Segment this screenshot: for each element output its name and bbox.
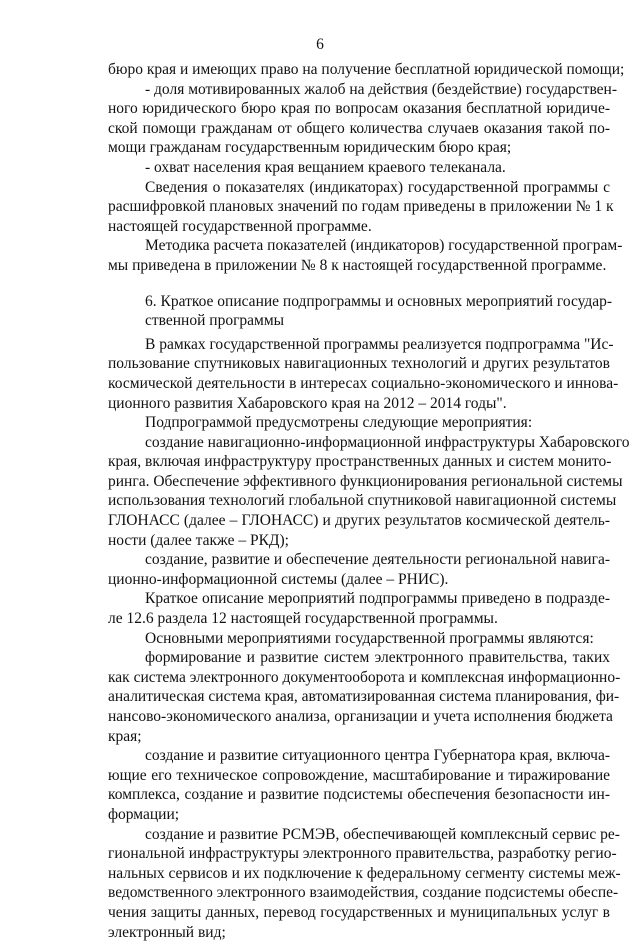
text-line: края; — [108, 727, 142, 745]
text-line: - доля мотивированных жалоб на действия (бездействие) государствен- — [145, 80, 618, 98]
text-line: ционного развития Хабаровского края на 2012 – 2014 годы". — [108, 394, 507, 412]
text-line: ГЛОНАСС (далее – ГЛОНАСС) и других результатов космической деятель- — [108, 512, 610, 530]
text-line: формации; — [108, 805, 180, 823]
text-line: создание и развитие РСМЭВ, обеспечивающей комплексный сервис ре- — [145, 825, 620, 843]
text-line: бюро края и имеющих право на получение бесплатной юридической помощи; — [108, 61, 625, 78]
text-line: - охват населения края вещанием краевого телеканала. — [145, 158, 506, 176]
text-line: комплекса, создание и развитие подсистемы обеспечения безопасности ин- — [108, 786, 610, 804]
text-line: мы приведена в приложении № 8 к настоящей государственной программе. — [108, 256, 607, 274]
text-line: Краткое описание мероприятий подпрограммы приведено в подразде- — [145, 590, 610, 608]
text-line: Методика расчета показателей (индикаторов) государственной програм- — [145, 237, 623, 255]
text-line: использования технологий глобальной спутниковой навигационной системы — [108, 492, 617, 510]
text-line: создание навигационно-информационной инфраструктуры Хабаровского — [145, 433, 630, 451]
text-line: космической деятельности в интересах социально-экономического и иннова- — [108, 374, 619, 392]
text-line: аналитическая система края, автоматизированная система планирования, фи- — [108, 688, 620, 706]
text-line: ющие его техническое сопровождение, масштабирование и тиражирование — [108, 766, 610, 784]
text-line: ринга. Обеспечение эффективного функционирования региональной системы — [108, 472, 623, 490]
text-line: ведомственного электронного взаимодействия, создание подсистемы обеспе- — [108, 884, 619, 902]
text-line: нансово-экономического анализа, организации и учета исполнения бюджета — [108, 708, 613, 725]
text-line: Подпрограммой предусмотрены следующие мероприятия: — [145, 414, 533, 432]
text-line: мощи гражданам государственным юридическим бюро края; — [108, 139, 512, 157]
section-heading-line: 6. Краткое описание подпрограммы и основных мероприятий государ- — [145, 292, 613, 310]
text-line: формирование и развитие систем электронного правительства, таких — [145, 649, 610, 667]
section-gap — [108, 276, 610, 292]
text-line: нальных сервисов и их подключение к федеральному сегменту системы меж- — [108, 864, 621, 882]
text-line: Сведения о показателях (индикаторах) государственной программы с — [145, 178, 610, 196]
text-line: ности (далее также – РКД); — [108, 531, 289, 549]
section-heading — [108, 292, 613, 331]
text-line: гиональной инфраструктуры электронного правительства, разработку регио- — [108, 845, 617, 863]
text-line: как система электронного документооборота и комплексная информационно- — [108, 668, 621, 686]
text-line: Основными мероприятиями государственной программы являются: — [145, 629, 594, 647]
text-line: ционно-информационной системы (далее – РНИС). — [108, 570, 449, 588]
text-line: ской помощи гражданам от общего количества случаев оказания такой по- — [108, 119, 610, 137]
text-line: настоящей государственной программе. — [108, 217, 372, 235]
text-line: чения защиты данных, перевод государственных и муниципальных услуг в — [108, 903, 610, 921]
text-line: края, включая инфраструктуру пространственных данных и систем монито- — [108, 453, 612, 471]
text-line: электронный вид; — [108, 923, 226, 941]
section-heading-line: ственной программы — [145, 312, 285, 330]
text-line: В рамках государственной программы реализуется подпрограмма "Ис- — [145, 335, 614, 353]
text-line: ного юридического бюро края по вопросам оказания бесплатной юридиче- — [108, 100, 610, 118]
document-body — [108, 60, 630, 942]
text-line: пользование спутниковых навигационных технологий и других результатов — [108, 355, 610, 373]
text-line: создание и развитие ситуационного центра Губернатора края, включа- — [145, 747, 610, 765]
paragraph-block-subprogram — [108, 335, 630, 942]
text-line: создание, развитие и обеспечение деятельности региональной навига- — [145, 551, 610, 569]
page-number: 6 — [316, 36, 324, 53]
text-line: расшифровкой плановых значений по годам приведены в приложении № 1 к — [108, 198, 614, 216]
paragraph-block-indicators — [108, 60, 625, 276]
text-line: ле 12.6 раздела 12 настоящей государственной программы. — [108, 610, 498, 628]
